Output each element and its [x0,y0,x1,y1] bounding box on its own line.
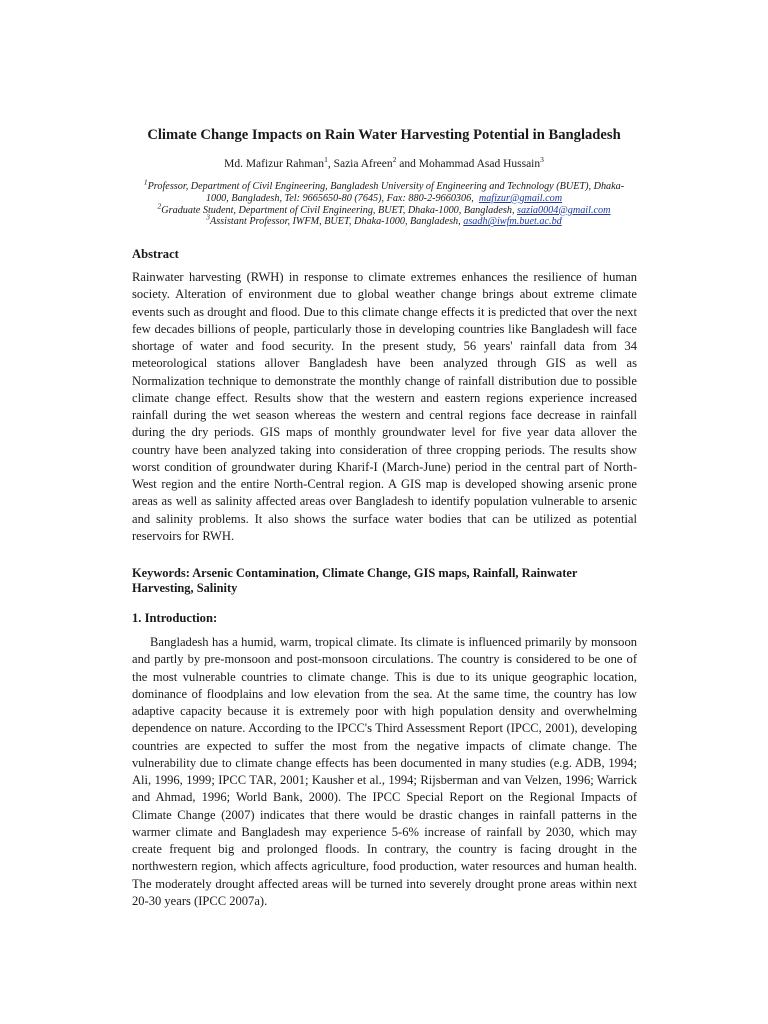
author-affil-marker: 1 [324,155,328,165]
author-separator: and [396,158,419,170]
abstract-paragraph: Rainwater harvesting (RWH) in response to climate extremes enhances the resilience of human society. Alteration of environment due to global weather change brings about extreme climate events such as drought and flood. Due to this climate change effects it is predicted that over the next few decades billions of people, particularly those in developing countries like Bangladesh will face shortage of water and food security. In the present study, 56 years' rainfall data from 34 meteorological stations allover Bangladesh have been analyzed through GIS as well as Normalization technique to demonstrate the monthly change of rainfall distribution due to possible climate change effect. Results show that the western and eastern regions experience increased rainfall during the wet season whereas the western and central regions face decrease in rainfall during the dry periods. GIS maps of monthly groundwater level for five year data allover the country have been analyzed taking into consideration of three cropping periods. The results show worst condition of groundwater during Kharif-I (March-June) period in the central part of North-West region and the entire North-Central region. A GIS map is developed showing arsenic prone areas as well as salinity affected areas over Bangladesh to identify population vulnerable to arsenic and salinity problems. It also shows the surface water bodies that can be utilized as potential reservoirs for RWH. [132,270,637,543]
email-link[interactable]: asadh@iwfm.buet.ac.bd [463,216,562,228]
affiliation-3 [132,213,636,228]
affiliation-text: 1000, Bangladesh, Tel: 9665650-80 (7645), Fax: 880-2-9660306, [205,192,474,204]
author-list [132,157,636,171]
introduction-heading: 1. Introduction: [132,611,218,625]
affiliation-1-line-2 [132,193,636,205]
keywords: Keywords: Arsenic Contamination, Climate Change, GIS maps, Rainfall, Rainwater Harvesting, Salinity [132,566,578,595]
affiliations [132,177,636,228]
author-affil-marker: 2 [392,155,397,165]
affil-marker: 2 [157,201,162,211]
author-name: Md. Mafizur Rahman [224,158,325,170]
affil-marker: 1 [143,177,148,187]
affiliation-text: Professor, Department of Civil Engineering, Bangladesh University of Engineering and Technology (BUET), Dhaka- [147,181,625,192]
abstract-heading: Abstract [132,247,179,261]
email-link[interactable]: mafizur@gmail.com [478,192,563,204]
author-separator: , [327,158,334,170]
paper-title: Climate Change Impacts on Rain Water Harvesting Potential in Bangladesh [147,127,621,143]
author-affil-marker: 3 [540,155,544,165]
email-link[interactable]: sazia0004@gmail.com [517,204,611,216]
introduction-paragraph: Bangladesh has a humid, warm, tropical climate. Its climate is influenced primarily by monsoon and partly by pre-monsoon and post-monsoon circulations. The country is considered to be one of the most vulnerable countries to climate change. This is due to its unique geographic location, dominance of floodplains and low elevation from the sea. At the same time, the country has low adaptive capacity because it is extremely poor with high population density and overwhelming dependence on nature. According to the IPCC's Third Assessment Report (IPCC, 2001), developing countries are expected to suffer the most from the negative impacts of climate change. The vulnerability due to climate change effects has been documented in many studies (e.g. ADB, 1994; Ali, 1996, 1999; IPCC TAR, 2001; Kausher et al., 1994; Rijsberman and van Velzen, 1996; Warrick and Ahmad, 1996; World Bank, 2000). The IPCC Special Report on the Regional Impacts of Climate Change (2007) indicates that there would be drastic changes in rainfall patterns in the warmer climate and Bangladesh may experience 5-6% increase of rainfall by 2030, which may create frequent big and prolonged floods. In contrary, the country is facing drought in the northwestern region, which affects agriculture, food production, water resources and human health. The moderately drought affected areas will be turned into severely drought prone areas within next 20-30 years (IPCC 2007a). [132,635,637,908]
affiliation-1-line-1 [132,177,636,193]
author-name: Sazia Afreen [333,158,393,170]
affiliation-text: Graduate Student, Department of Civil Engineering, BUET, Dhaka-1000, Bangladesh, [161,204,515,216]
affil-marker: 3 [206,213,210,222]
affiliation-text: Assistant Professor, IWFM, BUET, Dhaka-1000, Bangladesh, [209,216,461,228]
author-name: Mohammad Asad Hussain [418,158,541,170]
